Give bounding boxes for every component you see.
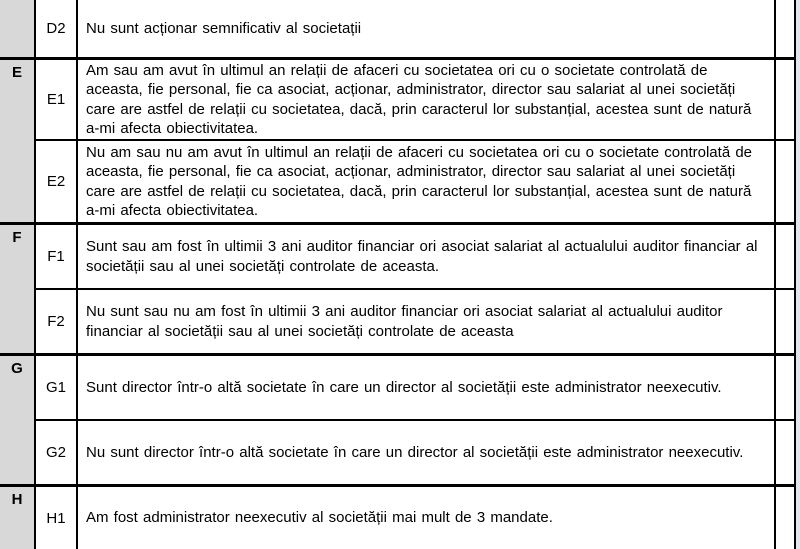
table-group-h [0, 487, 796, 549]
row-text-e1: Am sau am avut în ultimul an relații de afaceri cu societatea ori cu o societate controlată de aceasta, fie personal, fie ca asociat, acționar, administrator, director sau salariat al unei societăți care are astfel de relații cu societatea, dacă, prin caracterul lor substanțial, acestea sunt de natură a-mi afecta obiectivitatea. [78, 60, 776, 139]
group-letter-g: G [0, 356, 36, 484]
group-letter-h: H [0, 487, 36, 549]
table-row-e1 [36, 60, 796, 139]
row-code-g1: G1 [36, 356, 78, 419]
row-answer-cell-h1 [776, 487, 796, 549]
table-group-e [0, 60, 796, 222]
table-row-f2 [36, 290, 796, 353]
row-answer-cell-e1 [776, 60, 796, 139]
row-code-d2: D2 [36, 0, 78, 57]
table-row-f1 [36, 225, 796, 288]
row-answer-cell-d2 [776, 0, 796, 57]
row-text-d2: Nu sunt acționar semnificativ al societații [78, 0, 776, 57]
row-code-e2: E2 [36, 141, 78, 222]
row-code-f1: F1 [36, 225, 78, 288]
row-answer-cell-g1 [776, 356, 796, 419]
table-row-g1 [36, 356, 796, 419]
row-text-e2: Nu am sau nu am avut în ultimul an relații de afaceri cu societatea ori cu o societate controlată de aceasta, fie personal, fie ca asociat, acționar, administrator, director sau salariat al unei societăți care are astfel de relații cu societatea, dacă, prin caracterul lor substanțial, acestea sunt de natură a-mi afecta obiectivitatea. [78, 141, 776, 222]
table-group-g [0, 356, 796, 484]
row-code-g2: G2 [36, 421, 78, 484]
table-row-e2 [36, 141, 796, 222]
group-letter-f: F [0, 225, 36, 353]
group-letter-e: E [0, 60, 36, 222]
table-row-h1 [36, 487, 796, 549]
row-answer-cell-f2 [776, 290, 796, 353]
row-code-e1: E1 [36, 60, 78, 139]
row-answer-cell-f1 [776, 225, 796, 288]
row-answer-cell-g2 [776, 421, 796, 484]
table-row-g2 [36, 421, 796, 484]
table-group-f [0, 225, 796, 353]
row-text-g2: Nu sunt director într-o altă societate în care un director al societății este administrator neexecutiv. [78, 421, 776, 484]
table-group-d [0, 0, 796, 57]
group-letter-d [0, 0, 36, 57]
row-text-h1: Am fost administrator neexecutiv al societății mai mult de 3 mandate. [78, 487, 776, 549]
row-text-f2: Nu sunt sau nu am fost în ultimii 3 ani auditor financiar ori asociat salariat al actualului auditor financiar al societății sau al unei societăți controlate de aceasta [78, 290, 776, 353]
row-text-g1: Sunt director într-o altă societate în care un director al societății este administrator neexecutiv. [78, 356, 776, 419]
row-code-f2: F2 [36, 290, 78, 353]
row-text-f1: Sunt sau am fost în ultimii 3 ani auditor financiar ori asociat salariat al actualului auditor financiar al societății sau al unei societăți controlate de aceasta. [78, 225, 776, 288]
table-row-d2 [36, 0, 796, 57]
row-answer-cell-e2 [776, 141, 796, 222]
row-code-h1: H1 [36, 487, 78, 549]
